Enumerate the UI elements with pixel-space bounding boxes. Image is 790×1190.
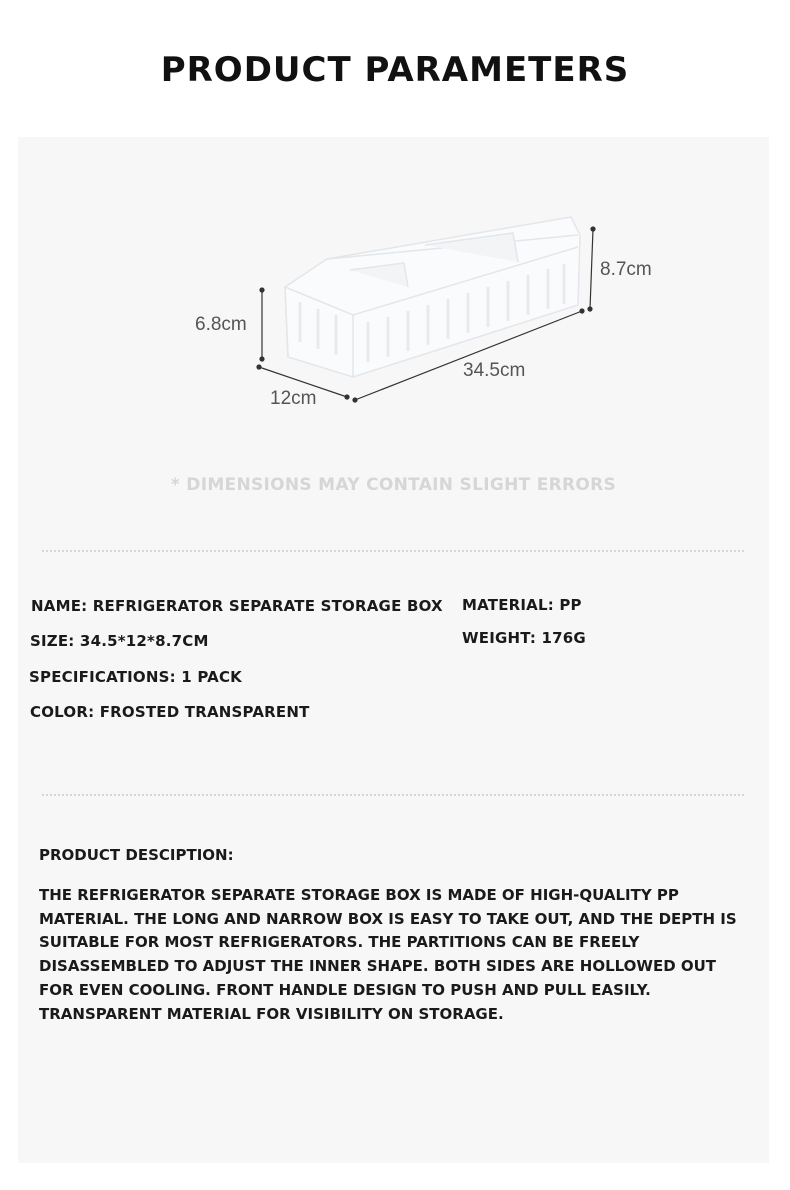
spec-size: SIZE: 34.5*12*8.7CM bbox=[30, 632, 209, 650]
description-body: THE REFRIGERATOR SEPARATE STORAGE BOX IS MADE OF HIGH-QUALITY PP MATERIAL. THE LONG AND NARROW BOX IS EASY TO TAKE OUT, AND THE DEPTH IS SUITABLE FOR MOST REFRIGERATORS. THE PARTITIONS CAN BE FREELY DISASSEMBLED TO ADJUST THE INNER SHAPE. BOTH SIDES ARE HOLLOWED OUT FOR EVEN COOLING. FRONT HANDLE DESIGN TO PUSH AND PULL EASILY. TRANSPARENT MATERIAL FOR VISIBILITY ON STORAGE. bbox=[39, 886, 737, 1023]
length-label: 34.5cm bbox=[463, 360, 526, 381]
width-label: 12cm bbox=[270, 388, 317, 409]
product-figure bbox=[18, 137, 769, 577]
spec-specifications: SPECIFICATIONS: 1 PACK bbox=[29, 668, 242, 686]
page-title: PRODUCT PARAMETERS bbox=[160, 50, 630, 90]
height-right-label: 8.7cm bbox=[600, 259, 652, 280]
divider-top bbox=[42, 550, 744, 552]
height-left-label: 6.8cm bbox=[195, 314, 247, 335]
storage-box-image bbox=[285, 217, 580, 377]
spec-weight: WEIGHT: 176G bbox=[462, 629, 586, 647]
storage-box-illustration bbox=[18, 137, 769, 577]
dimensions-note: * DIMENSIONS MAY CONTAIN SLIGHT ERRORS bbox=[170, 475, 617, 495]
divider-bottom bbox=[42, 794, 744, 796]
parameters-panel bbox=[18, 137, 769, 1163]
spec-name: NAME: REFRIGERATOR SEPARATE STORAGE BOX bbox=[31, 597, 443, 615]
spec-color: COLOR: FROSTED TRANSPARENT bbox=[30, 703, 310, 721]
spec-material: MATERIAL: PP bbox=[462, 596, 582, 614]
description-title: PRODUCT DESCIPTION: bbox=[39, 846, 234, 864]
